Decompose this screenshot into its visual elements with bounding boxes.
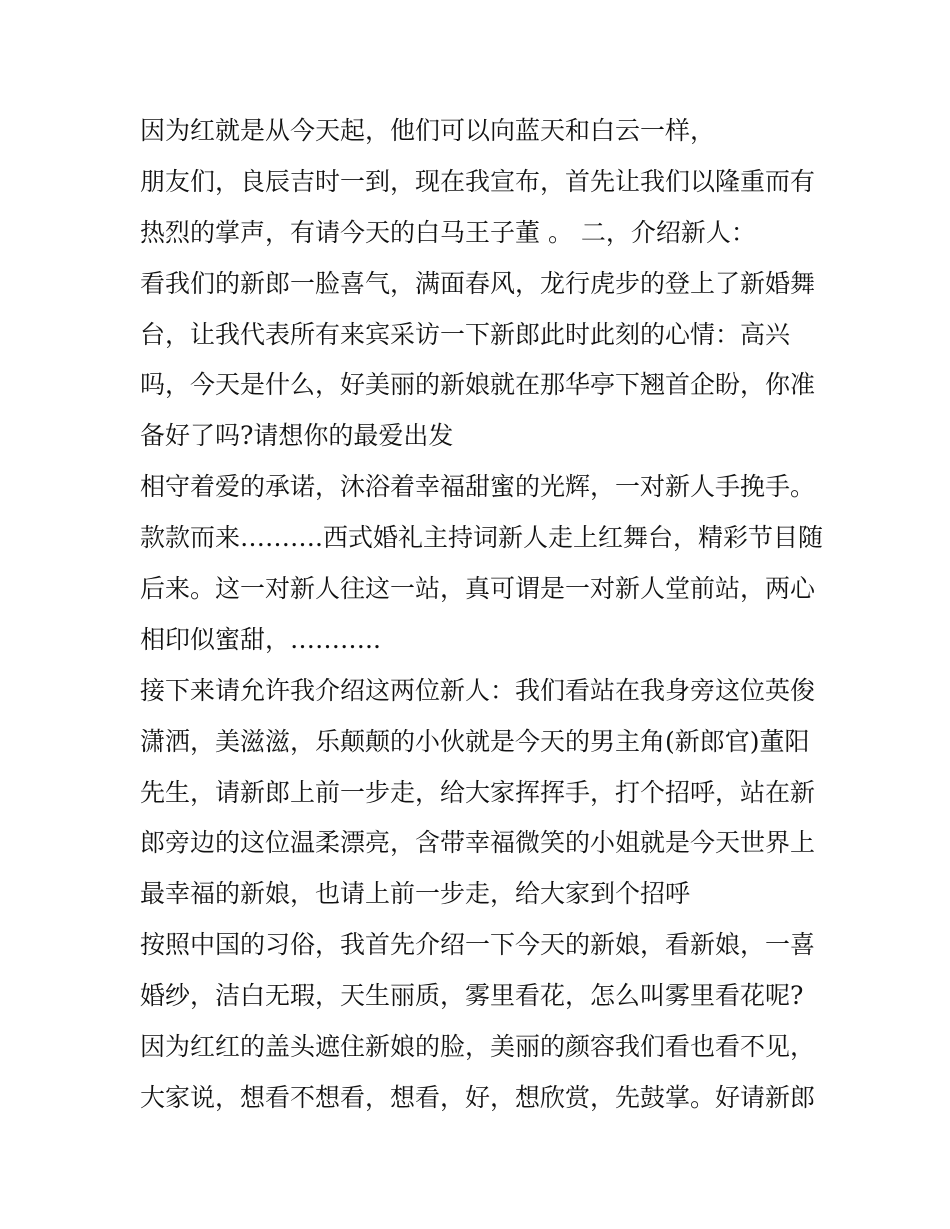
text-line-11: 相印似蜜甜，……….. <box>140 624 381 654</box>
text-line-14: 先生，请新郎上前一步走，给大家挥挥手，打个招呼，站在新 <box>140 777 816 807</box>
text-line-9: 款款而来……….西式婚礼主持词新人走上红舞台，精彩节目随 <box>140 523 823 553</box>
text-line-20: 大家说，想看不想看，想看，好，想欣赏，先鼓掌。好请新郎 <box>140 1082 816 1112</box>
text-line-13: 潇洒，美滋滋，乐颠颠的小伙就是今天的男主角(新郎官)董阳 <box>140 726 810 756</box>
text-line-18: 婚纱，洁白无瑕，天生丽质，雾里看花，怎么叫雾里看花呢? <box>140 981 804 1011</box>
text-line-2: 朋友们，良辰吉时一到，现在我宣布，首先让我们以隆重而有 <box>140 166 816 196</box>
text-line-15: 郎旁边的这位温柔漂亮，含带幸福微笑的小姐就是今天世界上 <box>140 828 816 858</box>
text-line-19: 因为红红的盖头遮住新娘的脸，美丽的颜容我们看也看不见， <box>140 1032 816 1062</box>
text-line-10: 后来。这一对新人往这一站，真可谓是一对新人堂前站，两心 <box>140 574 816 604</box>
text-line-1: 因为红就是从今天起，他们可以向蓝天和白云一样， <box>140 116 716 145</box>
text-line-7: 备好了吗?请想你的最爱出发 <box>140 421 454 451</box>
text-line-17: 按照中国的习俗，我首先介绍一下今天的新娘，看新娘，一喜 <box>140 930 816 960</box>
text-line-16: 最幸福的新娘，也请上前一步走，给大家到个招呼 <box>140 879 691 909</box>
text-line-3: 热烈的掌声，有请今天的白马王子董 。 二，介绍新人： <box>140 217 756 247</box>
text-line-4: 看我们的新郎一脸喜气，满面春风，龙行虎步的登上了新婚舞 <box>140 268 816 298</box>
text-line-8: 相守着爱的承诺，沐浴着幸福甜蜜的光辉，一对新人手挽手。 <box>140 472 816 502</box>
text-line-6: 吗，今天是什么，好美丽的新娘就在那华亭下翘首企盼，你准 <box>140 370 816 400</box>
text-line-12: 接下来请允许我介绍这两位新人：我们看站在我身旁这位英俊 <box>140 675 816 705</box>
text-line-5: 台，让我代表所有来宾采访一下新郎此时此刻的心情：高兴 <box>140 319 791 349</box>
document-text-body <box>140 106 823 1124</box>
